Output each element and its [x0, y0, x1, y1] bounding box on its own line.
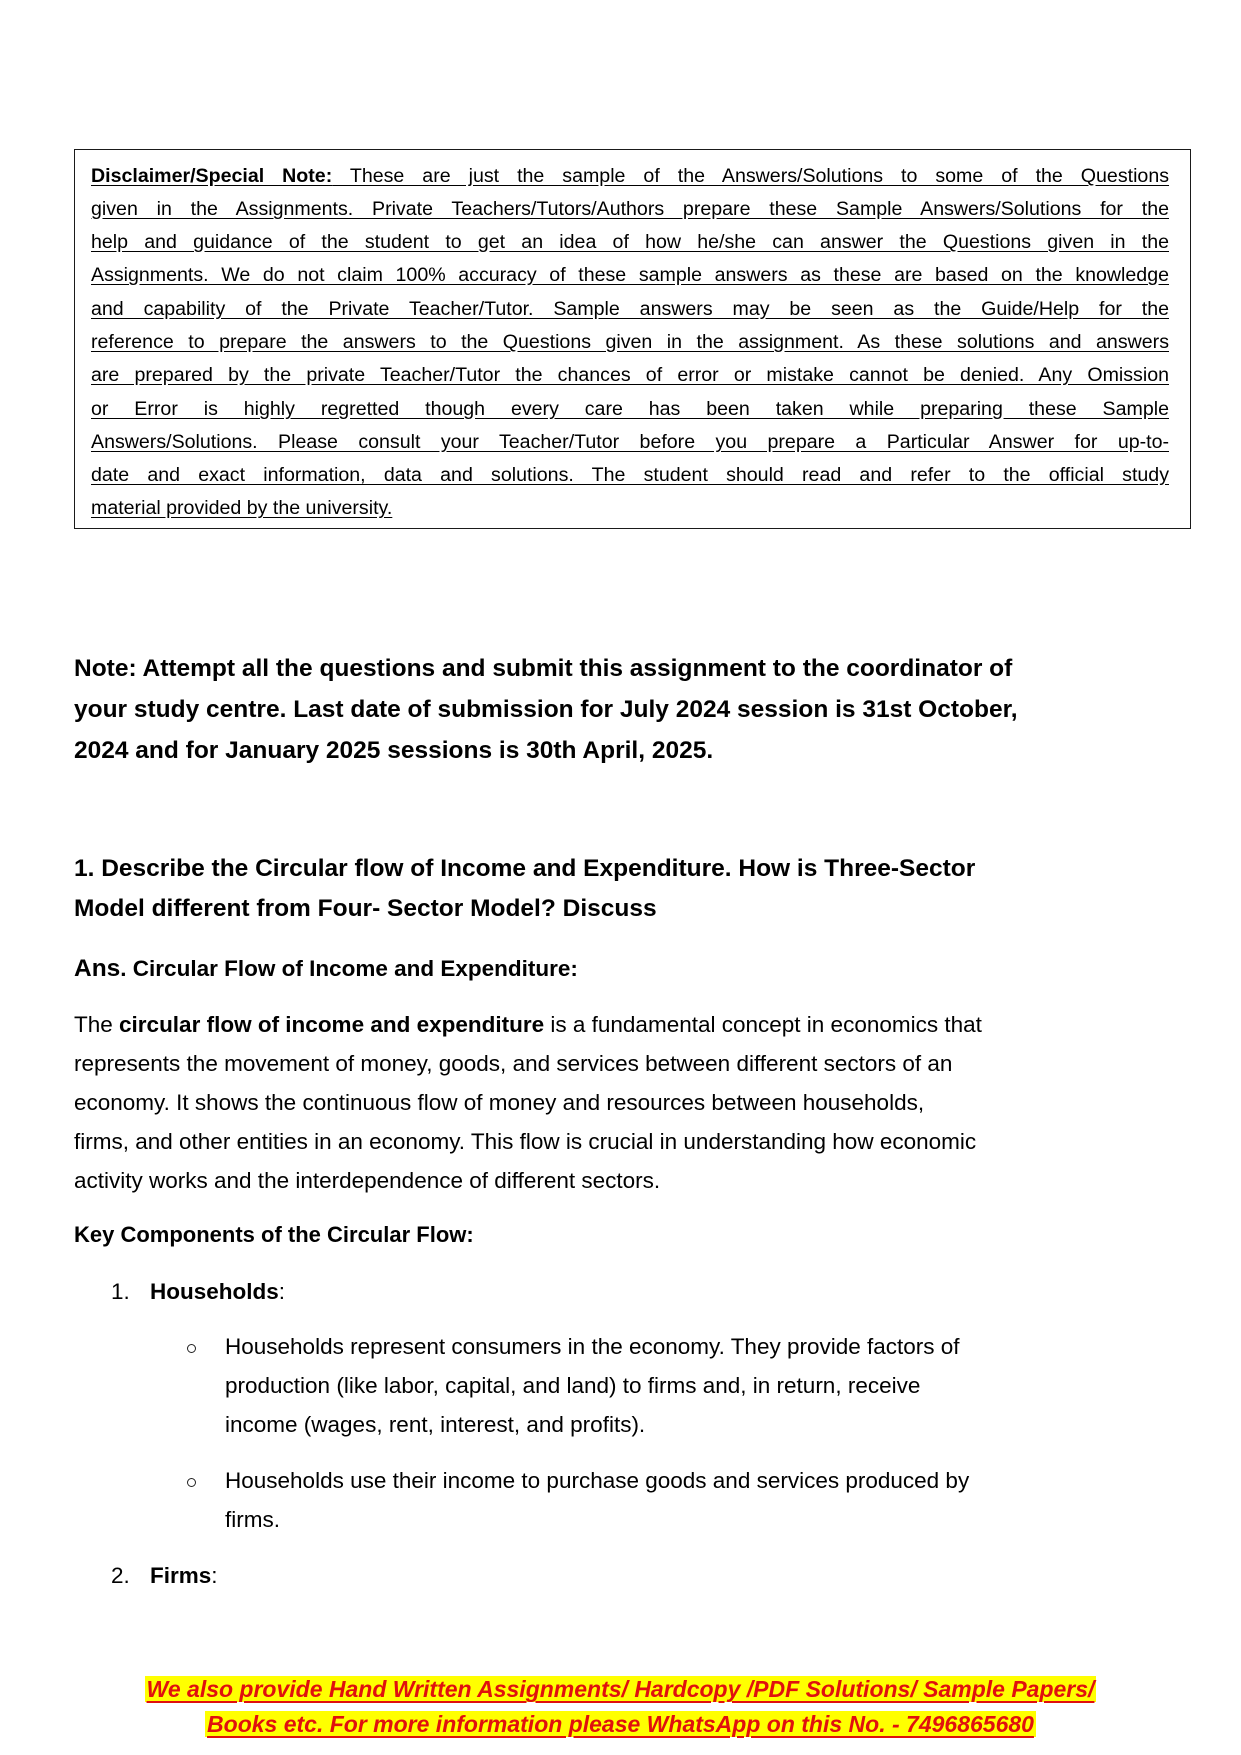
bullet-line: income (wages, rent, interest, and profits).	[225, 1412, 646, 1437]
key-term: circular flow of income and expenditure	[119, 1012, 545, 1037]
hollow-bullet-icon	[187, 1344, 196, 1353]
bullet-line: Households represent consumers in the economy. They provide factors of	[225, 1334, 960, 1359]
bullet-line: Households use their income to purchase goods and services produced by	[225, 1468, 970, 1493]
item-label: Households	[150, 1279, 279, 1304]
disclaimer-line: and capability of the Private Teacher/Tutor. Sample answers may be seen as the Guide/Help for the	[91, 298, 1169, 320]
disclaimer-line: Disclaimer/Special Note: These are just the sample of the Answers/Solutions to some of the Questions	[91, 165, 1170, 187]
disclaimer-line: reference to prepare the answers to the Questions given in the assignment. As these solutions and answers	[91, 331, 1169, 353]
item-number: 1.	[111, 1279, 130, 1304]
bullet-line: firms.	[225, 1507, 280, 1532]
paragraph-line: activity works and the interdependence of different sectors.	[74, 1168, 661, 1193]
hollow-bullet-icon	[187, 1478, 196, 1487]
submission-note-line: 2024 and for January 2025 sessions is 30th April, 2025.	[74, 737, 714, 764]
disclaimer-line: given in the Assignments. Private Teachers/Tutors/Authors prepare these Sample Answers/Solutions for the	[91, 198, 1169, 220]
promo-contact-line[interactable]: Books etc. For more information please WhatsApp on this No. - 7496865680	[207, 1711, 1034, 1737]
paragraph-line: firms, and other entities in an economy. This flow is crucial in understanding how economic	[74, 1129, 977, 1154]
promo-footer	[0, 1674, 1241, 1704]
numbered-item-firms: 2. Firms:	[111, 1563, 218, 1588]
answer-label: Ans	[74, 955, 121, 982]
disclaimer-line: Answers/Solutions. Please consult your Teacher/Tutor before you prepare a Particular Answer for up-to-	[91, 431, 1169, 453]
answer-heading: Ans. Circular Flow of Income and Expenditure:	[74, 955, 578, 982]
submission-note-line: your study centre. Last date of submission for July 2024 session is 31st October,	[74, 696, 1018, 723]
numbered-item-households: 1. Households:	[111, 1279, 286, 1304]
bullet-line: production (like labor, capital, and land) to firms and, in return, receive	[225, 1373, 921, 1398]
disclaimer-line: are prepared by the private Teacher/Tutor the chances of error or mistake cannot be denied. Any Omission	[91, 364, 1169, 386]
disclaimer-line: or Error is highly regretted though every care has been taken while preparing these Sample	[91, 398, 1169, 420]
disclaimer-line: help and guidance of the student to get an idea of how he/she can answer the Questions given in the	[91, 231, 1169, 253]
disclaimer-title: Disclaimer/Special Note:	[91, 165, 333, 187]
item-number: 2.	[111, 1563, 130, 1588]
section-subheading: Key Components of the Circular Flow:	[74, 1222, 474, 1247]
promo-line: We also provide Hand Written Assignments/ Hardcopy /PDF Solutions/ Sample Papers/	[146, 1676, 1095, 1702]
submission-note-line: Note: Attempt all the questions and submit this assignment to the coordinator of	[74, 655, 1013, 682]
item-label: Firms	[150, 1563, 212, 1588]
paragraph-line: The circular flow of income and expenditure is a fundamental concept in economics that	[74, 1012, 982, 1037]
promo-footer	[0, 1709, 1241, 1739]
question-heading-line: Model different from Four- Sector Model? Discuss	[74, 895, 657, 922]
disclaimer-box	[74, 149, 1191, 529]
paragraph-line: represents the movement of money, goods, and services between different sectors of an	[74, 1051, 953, 1076]
paragraph-line: economy. It shows the continuous flow of money and resources between households,	[74, 1090, 925, 1115]
disclaimer-line: material provided by the university.	[91, 497, 393, 519]
question-heading-line: 1. Describe the Circular flow of Income and Expenditure. How is Three-Sector	[74, 855, 976, 882]
disclaimer-line: Assignments. We do not claim 100% accuracy of these sample answers as these are based on the knowledge	[91, 264, 1169, 286]
disclaimer-line: date and exact information, data and solutions. The student should read and refer to the official study	[91, 464, 1169, 486]
